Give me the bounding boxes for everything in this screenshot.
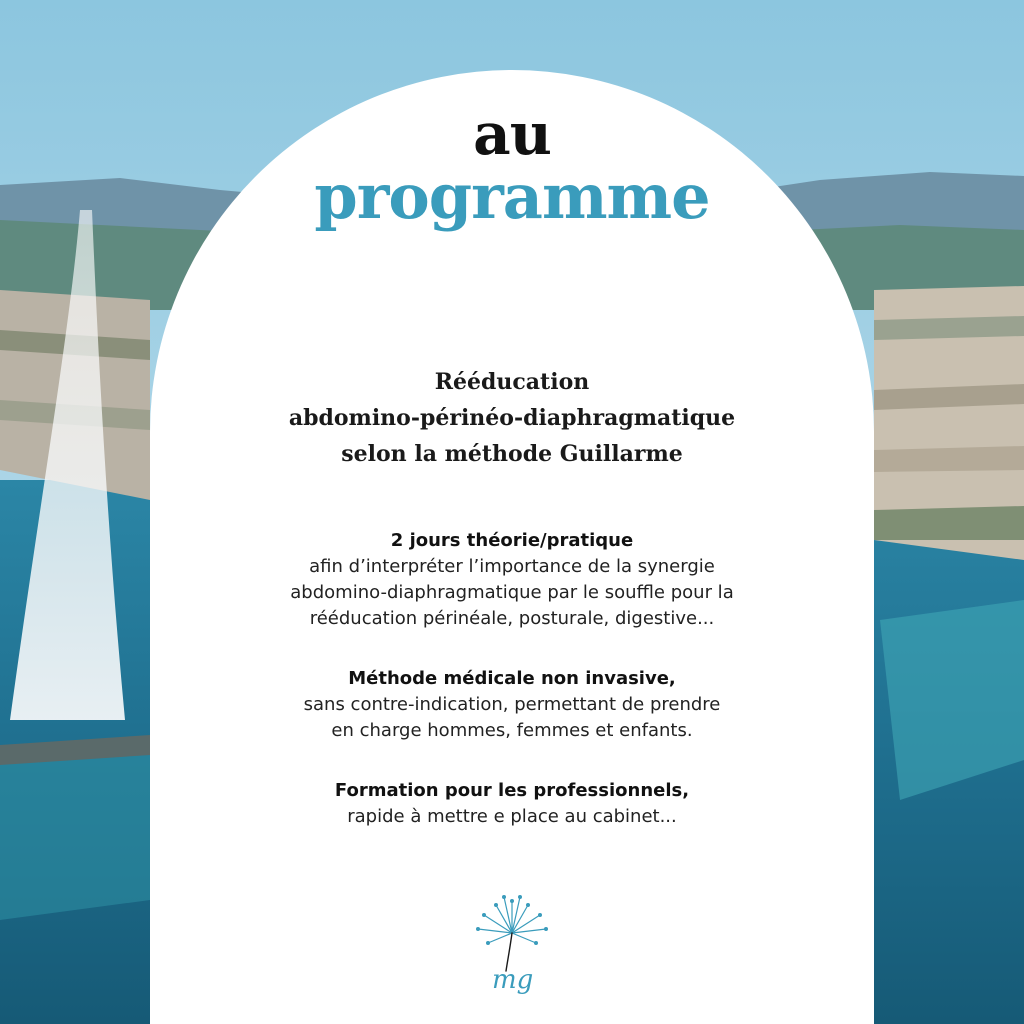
- subtitle-line: abdomino-périnéo-diaphragmatique: [288, 405, 736, 431]
- section-line: sans contre-indication, permettant de prendre: [303, 694, 721, 715]
- section-theory-practice: [170, 528, 854, 632]
- subtitle-line: selon la méthode Guillarme: [341, 441, 683, 467]
- section-heading: Formation pour les professionnels,: [334, 780, 690, 801]
- subtitle-line: Rééducation: [434, 369, 590, 395]
- title-line-programme: programme: [314, 160, 710, 233]
- logo-letters: mg: [492, 965, 534, 995]
- section-line: afin d’interpréter l’importance de la synergie: [309, 556, 715, 577]
- section-line: rééducation périnéale, posturale, digestive...: [309, 608, 715, 629]
- dandelion-logo-icon: [462, 893, 562, 1003]
- section-line: rapide à mettre e place au cabinet...: [347, 806, 677, 827]
- title-line-au: au: [473, 100, 551, 168]
- section-line: en charge hommes, femmes et enfants.: [331, 720, 693, 741]
- course-subtitle: [170, 364, 854, 472]
- section-heading: 2 jours théorie/pratique: [390, 530, 634, 551]
- section-line: abdomino-diaphragmatique par le souffle pour la: [290, 582, 734, 603]
- section-heading: Méthode médicale non invasive,: [348, 668, 676, 689]
- section-non-invasive-method: [170, 666, 854, 744]
- section-professional-training: [170, 778, 854, 830]
